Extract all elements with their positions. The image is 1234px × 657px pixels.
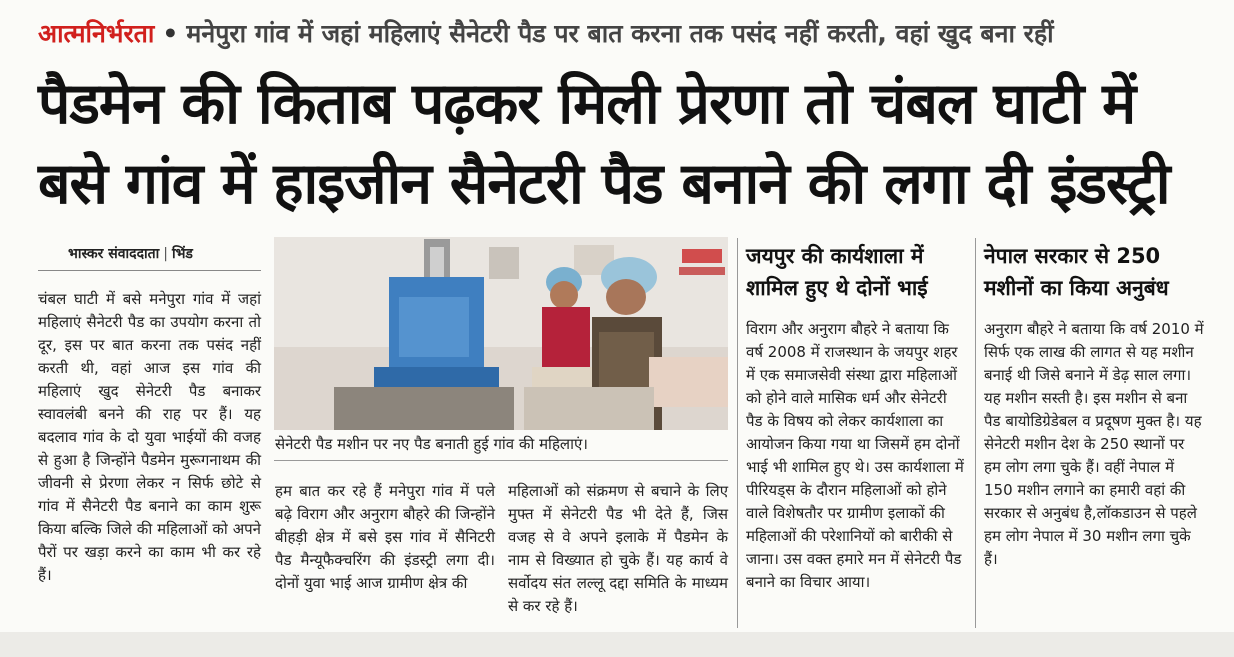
caption-divider [274, 460, 728, 461]
section-2-body: अनुराग बौहरे ने बताया कि वर्ष 2010 में सिर्फ एक लाख की लागत से यह मशीन बनाई थी जिसे बनाने में डेढ़ साल लगा। यह मशीन सस्ती है। इस मशीन से बना पैड बायोडिग्रेडेबल व प्रदूषण मुक्त है। यह सेनेटरी मशीन देश के 250 स्थानों पर हम लोग लगा चुके हैं। वहीं नेपाल में 150 मशीन लगाने का हमारी वहां की सरकार से अनुबंध है,लॉकडाउन से पहले हम लोग नेपाल में 30 मशीन लगा चुके हैं। [984, 320, 1204, 568]
article-column-1: चंबल घाटी में बसे मनेपुरा गांव में जहां महिलाएं सैनेटरी पैड का उपयोग करना तो दूर, इस पर बात करना तक पसंद नहीं करती थी, वहां आज इस गांव की महिलाएं खुद सेनेटरी पैड बनाकर स्वावलंबी बनने की राह पर हैं। यह बदलाव गांव के दो युवा भाईयों की वजह से हुआ है जिन्होंने पैडमेन मुरूगनाथम की जीवनी से प्रेरणा लेकर न सिर्फ छोटे से गांव में सैनेटरी पैड बनाने का काम शुरू किया बल्कि जिले की महिलाओं को अपने पैरों पर खड़ा करने का काम भी कर रहे हैं। [38, 290, 261, 584]
section-1-body: विराग और अनुराग बौहरे ने बताया कि वर्ष 2008 में राजस्थान के जयपुर शहर में एक समाजसेवी संस्था द्वारा महिलाओं को होने वाले मासिक धर्म और सेनेटरी पैड के विषय को लेकर कार्यशाला का आयोजन किया गया था जिसमें हम दोनों भाई भी शामिल हुए थे। उस कार्यशाला में पीरियड्स के दौरान महिलाओं को होने वाले विशेषतौर पर ग्रामीण इलाकों की महिलाओं की परेशानियों को बारीकी से जाना। उस वक्त हमारे मन में सेनेटरी पैड बनाने का विचार आया। [746, 320, 964, 591]
bottom-strip [0, 632, 1234, 657]
kicker-text: मनेपुरा गांव में जहां महिलाएं सैनेटरी पैड पर बात करना तक पसंद नहीं करती, वहां खुद बना रहीं [186, 19, 1054, 48]
section-2-heading: नेपाल सरकार से 250 मशीनों का किया अनुबंध [984, 244, 1169, 300]
byline-place: भिंड [171, 246, 193, 262]
photo-illustration [274, 237, 728, 430]
headline [38, 64, 1213, 224]
kicker-line [38, 16, 1208, 52]
kicker-separator: • [162, 19, 179, 48]
news-photo [274, 237, 728, 430]
byline [68, 244, 288, 263]
article-column-2: हम बात कर रहे हैं मनेपुरा गांव में पले बढ़े विराग और अनुराग बौहरे की जिन्होंने बीहड़ी क्षेत्र में बसे इस गांव में सैनिटरी पैड मैन्यूफैक्चरिंग की इंडस्ट्री लगा दी। दोनों युवा भाई आज ग्रामीण क्षेत्र की [275, 482, 495, 592]
photo-caption: सेनेटरी पैड मशीन पर नए पैड बनाती हुई गांव की महिलाएं। [275, 435, 588, 453]
byline-reporter: भास्कर संवाददाता [68, 246, 160, 262]
column-divider-1 [737, 238, 738, 628]
headline-line-2: बसे गांव में हाइजीन सैनेटरी पैड बनाने की लगा दी इंडस्ट्री [38, 151, 1170, 217]
kicker-tag: आत्मनिर्भरता [38, 19, 155, 48]
section-1-heading: जयपुर की कार्यशाला में शामिल हुए थे दोनों भाई [746, 244, 928, 300]
headline-line-1: पैडमेन की किताब पढ़कर मिली प्रेरणा तो चंबल घाटी में [38, 71, 1136, 137]
article-column-3: महिलाओं को संक्रमण से बचाने के लिए मुफ्त में सेनेटरी पैड भी देते हैं, जिस वजह से वे अपने इलाके में पैडमेन के नाम से विख्यात हो चुके हैं। यह कार्य वे सर्वोदय संत लल्लू दद्दा समिति के माध्यम से कर रहे हैं। [508, 482, 728, 615]
byline-divider [38, 270, 261, 271]
byline-separator: | [163, 246, 168, 262]
column-divider-2 [975, 238, 976, 628]
